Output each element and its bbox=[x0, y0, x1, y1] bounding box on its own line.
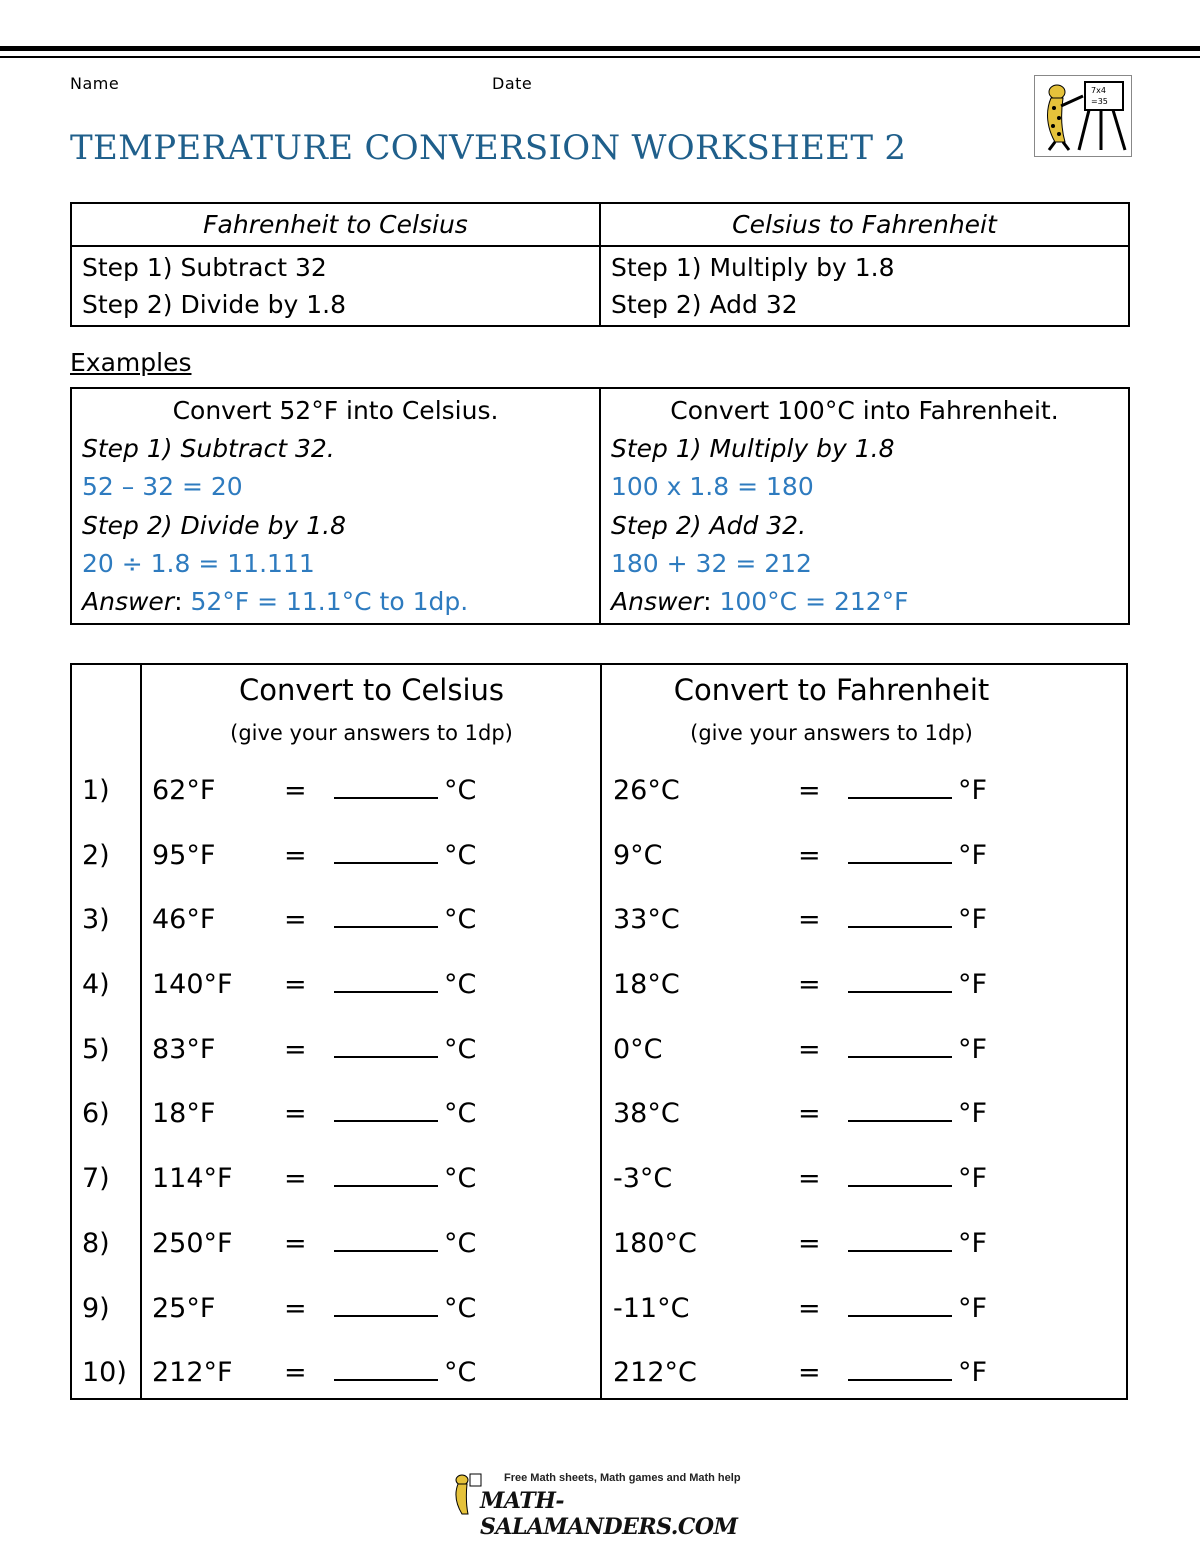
example-right-step-1: Step 1) Multiply by 1.8 bbox=[611, 434, 895, 464]
fahrenheit-subheading: (give your answers to 1dp) bbox=[690, 721, 973, 745]
examples-table bbox=[70, 387, 1130, 625]
celsius-unit: °C bbox=[444, 1098, 477, 1130]
question-number: 6) bbox=[82, 1098, 110, 1130]
celsius-subheading: (give your answers to 1dp) bbox=[230, 721, 513, 745]
c-to-f-steps bbox=[600, 246, 1129, 326]
question-row bbox=[72, 969, 1126, 1034]
question-row bbox=[72, 1034, 1126, 1099]
celsius-unit: °C bbox=[444, 1357, 477, 1389]
question-row bbox=[72, 1098, 1126, 1163]
equals-sign: = bbox=[284, 1163, 307, 1195]
fahrenheit-value: 83°F bbox=[152, 1033, 216, 1065]
equals-sign: = bbox=[798, 775, 821, 806]
equals-sign: = bbox=[284, 839, 307, 871]
celsius-value: 38°C bbox=[613, 1098, 680, 1130]
equals-sign: = bbox=[284, 775, 307, 806]
fahrenheit-value: 46°F bbox=[152, 904, 216, 936]
date-label: Date bbox=[492, 74, 533, 93]
example-right bbox=[600, 388, 1129, 624]
celsius-unit: °C bbox=[444, 1292, 477, 1324]
question-row bbox=[72, 775, 1126, 840]
equals-sign: = bbox=[798, 1163, 821, 1195]
question-number: 2) bbox=[82, 839, 110, 871]
c-to-f-heading: Celsius to Fahrenheit bbox=[600, 203, 1129, 246]
answer-label: Answer bbox=[611, 587, 704, 617]
example-left-prompt: Convert 52°F into Celsius. bbox=[172, 396, 499, 425]
fahrenheit-value: 62°F bbox=[152, 775, 216, 806]
celsius-value: 18°C bbox=[613, 969, 680, 1001]
answer-value: 52°F = 11.1°C to 1dp. bbox=[190, 587, 469, 617]
example-left-calc-1: 52 – 32 = 20 bbox=[82, 472, 243, 502]
celsius-answer-blank[interactable] bbox=[334, 969, 438, 993]
fahrenheit-value: 95°F bbox=[152, 839, 216, 871]
example-right-calc-1: 100 x 1.8 = 180 bbox=[611, 472, 814, 502]
svg-text:7x4: 7x4 bbox=[1091, 86, 1106, 95]
question-number: 3) bbox=[82, 904, 110, 936]
equals-sign: = bbox=[284, 1098, 307, 1130]
equals-sign: = bbox=[798, 1033, 821, 1065]
celsius-value: 33°C bbox=[613, 904, 680, 936]
fahrenheit-answer-blank[interactable] bbox=[848, 904, 952, 928]
equals-sign: = bbox=[284, 1033, 307, 1065]
fahrenheit-value: 212°F bbox=[152, 1357, 233, 1389]
f-to-c-step-1: Step 1) Subtract 32 bbox=[82, 253, 327, 282]
fahrenheit-unit: °F bbox=[958, 1357, 988, 1389]
example-left-step-2: Step 2) Divide by 1.8 bbox=[82, 510, 346, 540]
question-row bbox=[72, 840, 1126, 905]
example-right-step-2: Step 2) Add 32. bbox=[611, 510, 807, 540]
fahrenheit-value: 114°F bbox=[152, 1163, 233, 1195]
equals-sign: = bbox=[798, 839, 821, 871]
c-to-f-step-1: Step 1) Multiply by 1.8 bbox=[611, 253, 895, 282]
question-row bbox=[72, 1163, 1126, 1228]
celsius-answer-blank[interactable] bbox=[334, 904, 438, 928]
celsius-value: 26°C bbox=[613, 775, 680, 806]
celsius-value: 9°C bbox=[613, 839, 663, 871]
fahrenheit-unit: °F bbox=[958, 1033, 988, 1065]
top-rule-thick bbox=[0, 46, 1200, 51]
celsius-answer-blank[interactable] bbox=[334, 840, 438, 864]
celsius-answer-blank[interactable] bbox=[334, 1228, 438, 1252]
question-number: 8) bbox=[82, 1227, 110, 1259]
question-rows bbox=[72, 775, 1126, 1422]
fahrenheit-unit: °F bbox=[958, 775, 988, 806]
fahrenheit-heading: Convert to Fahrenheit bbox=[673, 673, 990, 707]
top-rule-thin bbox=[0, 56, 1200, 58]
answer-value: 100°C = 212°F bbox=[719, 587, 909, 617]
example-left bbox=[71, 388, 600, 624]
question-number: 5) bbox=[82, 1033, 110, 1065]
celsius-unit: °C bbox=[444, 1033, 477, 1065]
celsius-unit: °C bbox=[444, 969, 477, 1001]
fahrenheit-answer-blank[interactable] bbox=[848, 969, 952, 993]
method-table bbox=[70, 202, 1130, 327]
fahrenheit-unit: °F bbox=[958, 839, 988, 871]
svg-text:=35: =35 bbox=[1091, 97, 1108, 106]
equals-sign: = bbox=[798, 969, 821, 1001]
salamander-icon bbox=[452, 1472, 482, 1518]
question-number: 10) bbox=[82, 1357, 127, 1389]
celsius-value: 0°C bbox=[613, 1033, 663, 1065]
footer-tagline: Free Math sheets, Math games and Math help bbox=[504, 1472, 741, 1484]
f-to-c-steps bbox=[71, 246, 600, 326]
celsius-answer-blank[interactable] bbox=[334, 1163, 438, 1187]
celsius-answer-blank[interactable] bbox=[334, 1034, 438, 1058]
question-number: 1) bbox=[82, 775, 110, 806]
celsius-value: 180°C bbox=[613, 1227, 697, 1259]
practice-table bbox=[70, 663, 1128, 1400]
celsius-answer-blank[interactable] bbox=[334, 1293, 438, 1317]
equals-sign: = bbox=[798, 904, 821, 936]
celsius-value: -11°C bbox=[613, 1292, 690, 1324]
fahrenheit-unit: °F bbox=[958, 904, 988, 936]
question-number: 4) bbox=[82, 969, 110, 1001]
celsius-answer-blank[interactable] bbox=[334, 1357, 438, 1381]
fahrenheit-answer-blank[interactable] bbox=[848, 1034, 952, 1058]
celsius-unit: °C bbox=[444, 775, 477, 806]
fahrenheit-answer-blank[interactable] bbox=[848, 840, 952, 864]
example-right-calc-2: 180 + 32 = 212 bbox=[611, 548, 812, 578]
c-to-f-step-2: Step 2) Add 32 bbox=[611, 290, 798, 319]
celsius-answer-blank[interactable] bbox=[334, 1098, 438, 1122]
equals-sign: = bbox=[798, 1227, 821, 1259]
equals-sign: = bbox=[798, 1098, 821, 1130]
fahrenheit-unit: °F bbox=[958, 1292, 988, 1324]
fahrenheit-value: 18°F bbox=[152, 1098, 216, 1130]
fahrenheit-answer-blank[interactable] bbox=[848, 1357, 952, 1381]
salamander-logo bbox=[1034, 75, 1132, 157]
example-left-step-1: Step 1) Subtract 32. bbox=[82, 434, 335, 464]
equals-sign: = bbox=[284, 904, 307, 936]
celsius-unit: °C bbox=[444, 1163, 477, 1195]
worksheet-title: TEMPERATURE CONVERSION WORKSHEET 2 bbox=[70, 128, 907, 168]
f-to-c-heading: Fahrenheit to Celsius bbox=[71, 203, 600, 246]
question-row bbox=[72, 1293, 1126, 1358]
fahrenheit-unit: °F bbox=[958, 1163, 988, 1195]
example-right-answer: Answer: 100°C = 212°F bbox=[611, 587, 909, 617]
celsius-heading: Convert to Celsius bbox=[238, 673, 505, 707]
answer-label: Answer bbox=[82, 587, 175, 617]
fahrenheit-unit: °F bbox=[958, 969, 988, 1001]
question-number: 7) bbox=[82, 1163, 110, 1195]
equals-sign: = bbox=[284, 969, 307, 1001]
fahrenheit-answer-blank[interactable] bbox=[848, 1163, 952, 1187]
fahrenheit-answer-blank[interactable] bbox=[848, 1228, 952, 1252]
celsius-value: 212°C bbox=[613, 1357, 697, 1389]
equals-sign: = bbox=[284, 1357, 307, 1389]
question-row bbox=[72, 904, 1126, 969]
fahrenheit-answer-blank[interactable] bbox=[848, 775, 952, 799]
example-left-calc-2: 20 ÷ 1.8 = 11.111 bbox=[82, 548, 315, 578]
celsius-answer-blank[interactable] bbox=[334, 775, 438, 799]
footer-brand bbox=[452, 1470, 752, 1540]
equals-sign: = bbox=[798, 1357, 821, 1389]
fahrenheit-value: 140°F bbox=[152, 969, 233, 1001]
celsius-unit: °C bbox=[444, 1227, 477, 1259]
fahrenheit-unit: °F bbox=[958, 1227, 988, 1259]
name-label: Name bbox=[70, 74, 120, 93]
question-row bbox=[72, 1228, 1126, 1293]
question-row bbox=[72, 1357, 1126, 1422]
salamander-teacher-icon bbox=[1035, 76, 1131, 156]
equals-sign: = bbox=[284, 1292, 307, 1324]
examples-heading: Examples bbox=[70, 348, 192, 377]
fahrenheit-value: 25°F bbox=[152, 1292, 216, 1324]
celsius-value: -3°C bbox=[613, 1163, 673, 1195]
fahrenheit-answer-blank[interactable] bbox=[848, 1098, 952, 1122]
equals-sign: = bbox=[798, 1292, 821, 1324]
example-left-answer: Answer: 52°F = 11.1°C to 1dp. bbox=[82, 587, 469, 617]
question-number: 9) bbox=[82, 1292, 110, 1324]
fahrenheit-unit: °F bbox=[958, 1098, 988, 1130]
f-to-c-step-2: Step 2) Divide by 1.8 bbox=[82, 290, 346, 319]
footer-brand-name: MATH-SALAMANDERS.COM bbox=[480, 1488, 738, 1540]
fahrenheit-answer-blank[interactable] bbox=[848, 1293, 952, 1317]
example-right-prompt: Convert 100°C into Fahrenheit. bbox=[670, 396, 1059, 425]
celsius-unit: °C bbox=[444, 839, 477, 871]
celsius-unit: °C bbox=[444, 904, 477, 936]
equals-sign: = bbox=[284, 1227, 307, 1259]
fahrenheit-value: 250°F bbox=[152, 1227, 233, 1259]
